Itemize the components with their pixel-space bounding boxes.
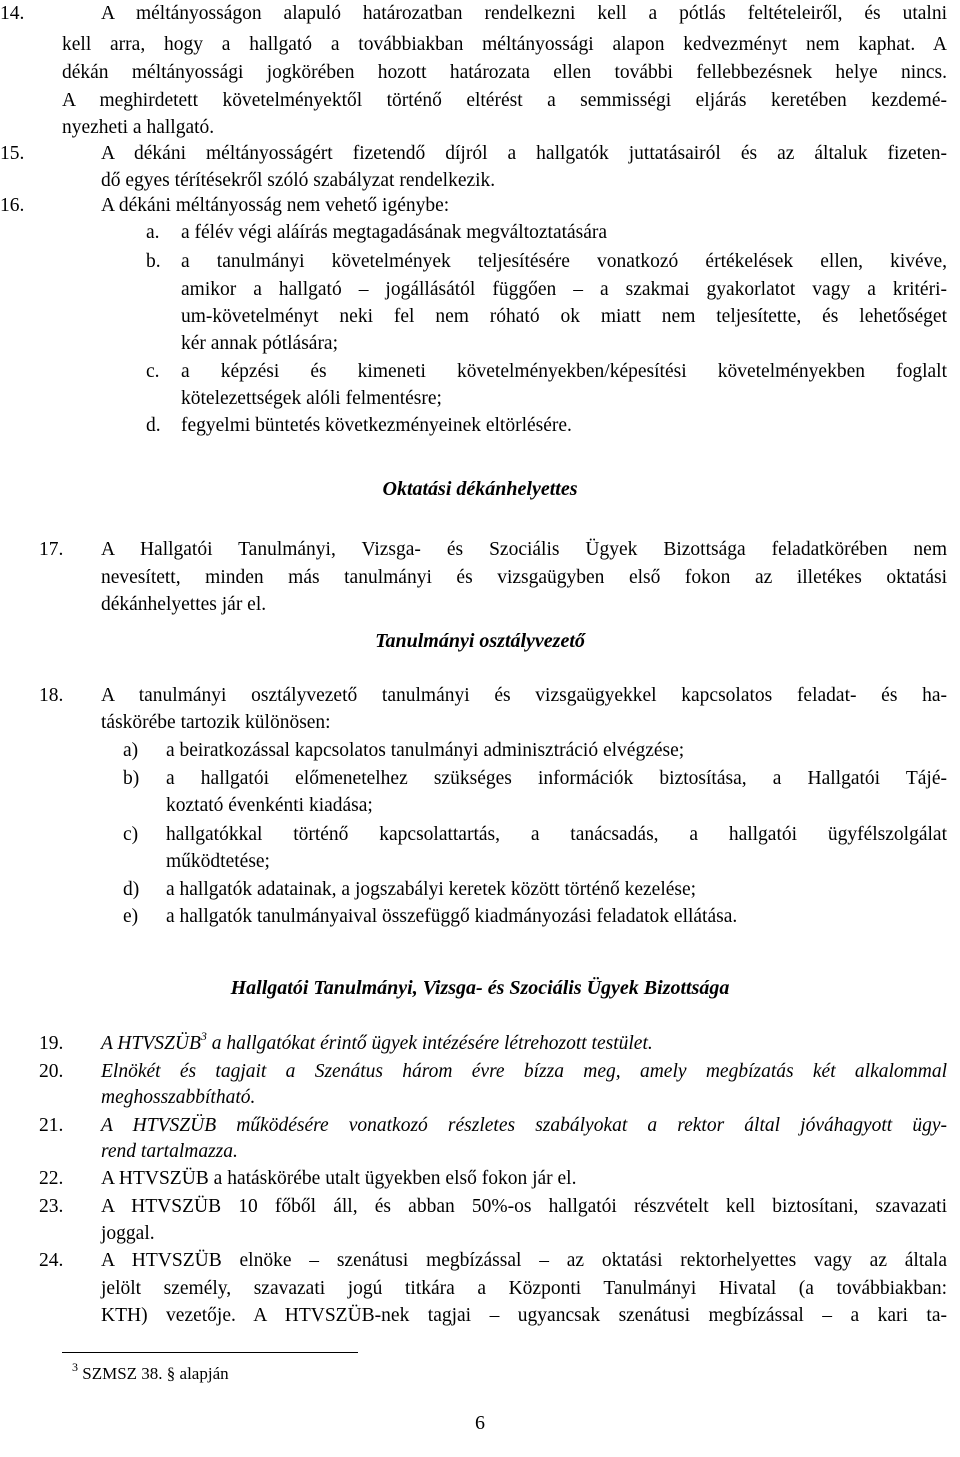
item-number: 14. [0, 3, 25, 24]
text-line: amikor a hallgató – jogállásától függően – a szakmai gyakorlatot vagy a kritéri- [181, 279, 947, 300]
sub-letter: a) [123, 740, 139, 761]
sub-letter: e) [123, 906, 139, 927]
item-number: 16. [0, 195, 25, 216]
item-number: 17. [39, 539, 64, 560]
text-line: hallgatókkal történő kapcsolattartás, a tanácsadás, a hallgatói ügyfélszolgálat [166, 824, 947, 845]
text-line: Elnökét és tagjait a Szenátus három évre bízza meg, amely megbízatás két alkalommal [101, 1061, 947, 1082]
footnote-mark: 3 [72, 1360, 78, 1374]
text-line: a félév végi aláírás megtagadásának megváltoztatására [181, 222, 608, 243]
footnote [72, 1360, 229, 1384]
text-fragment: A HTVSZÜB [101, 1033, 201, 1054]
text-line: dő egyes térítésekről szóló szabályzat rendelkezik. [101, 170, 496, 191]
text-line: a beiratkozással kapcsolatos tanulmányi adminisztráció elvégzése; [166, 740, 685, 761]
text-line: koztató évenkénti kiadása; [166, 795, 373, 816]
page-number: 6 [475, 1412, 485, 1434]
text-line: kötelezettségek alóli felmentésre; [181, 388, 442, 409]
text-line: A HTVSZÜB működésére vonatkozó részletes szabályokat a rektor által jóváhagyott ügy- [101, 1115, 947, 1136]
sub-letter: d. [146, 415, 161, 436]
text-line: joggal. [101, 1223, 155, 1244]
text-line: a hallgatók tanulmányaival összefüggő kiadmányozási feladatok ellátása. [166, 906, 738, 927]
item-number: 21. [39, 1115, 64, 1136]
item-number: 24. [39, 1250, 64, 1271]
text-line: A HTVSZÜB elnöke – szenátusi megbízással – az oktatási rektorhelyettes vagy az általa [101, 1250, 947, 1271]
sub-letter: c. [146, 361, 160, 382]
text-line: meghosszabbítható. [101, 1087, 256, 1108]
sub-letter: a. [146, 222, 160, 243]
text-line: KTH) vezetője. A HTVSZÜB-nek tagjai – ugyancsak szenátusi megbízással – a kari ta- [101, 1305, 947, 1326]
section-heading-osztalyvezeto: Tanulmányi osztályvezető [375, 630, 585, 652]
text-line: A méltányosságon alapuló határozatban rendelkezni kell a pótlás feltételeiről, és utalni [101, 3, 947, 24]
text-line: a tanulmányi követelmények teljesítésére vonatkozó értékelések ellen, kivéve, [181, 251, 947, 272]
text-line: kér annak pótlására; [181, 333, 339, 354]
section-heading-oktatasi: Oktatási dékánhelyettes [382, 478, 578, 500]
item-number: 15. [0, 143, 25, 164]
text-line: nevesített, minden más tanulmányi és vizsgaügyben első fokon az illetékes oktatási [101, 567, 947, 588]
text-line: A meghirdetett követelményektől történő eltérést a semmisségi eljárás keretében kezdemé- [62, 90, 947, 111]
item-number: 23. [39, 1196, 64, 1217]
text-line [101, 1029, 653, 1055]
text-line: A tanulmányi osztályvezető tanulmányi és vizsgaügyekkel kapcsolatos feladat- és ha- [101, 685, 947, 706]
footnote-text: SZMSZ 38. § alapján [82, 1364, 229, 1383]
item-number: 18. [39, 685, 64, 706]
text-fragment: a hallgatókat érintő ügyek intézésére létrehozott testület. [206, 1033, 653, 1054]
sub-letter: b) [123, 768, 140, 789]
text-line: fegyelmi büntetés következményeinek eltörlésére. [181, 415, 572, 436]
text-line: nyezheti a hallgató. [62, 117, 215, 138]
text-line: A dékáni méltányosságért fizetendő díjról a hallgatók juttatásairól és az általuk fizeten- [101, 143, 947, 164]
text-line: rend tartalmazza. [101, 1141, 238, 1162]
section-heading-htvszub: Hallgatói Tanulmányi, Vizsga- és Szociális Ügyek Bizottsága [230, 977, 730, 999]
item-number: 19. [39, 1033, 64, 1054]
sub-letter: b. [146, 251, 161, 272]
text-line: A Hallgatói Tanulmányi, Vizsga- és Szociális Ügyek Bizottsága feladatkörében nem [101, 539, 947, 560]
text-line: A HTVSZÜB 10 főből áll, és abban 50%-os hallgatói részvételt kell biztosítani, szavazati [101, 1196, 947, 1217]
text-line: jelölt személy, szavazati jogú titkára a Központi Tanulmányi Hivatal (a továbbiakban: [101, 1278, 947, 1299]
text-line: A HTVSZÜB a hatáskörébe utalt ügyekben első fokon jár el. [101, 1168, 577, 1189]
sub-letter: d) [123, 879, 140, 900]
text-line: táskörébe tartozik különösen: [101, 712, 331, 733]
text-line: a hallgatók adatainak, a jogszabályi keretek között történő kezelése; [166, 879, 697, 900]
text-line: kell arra, hogy a hallgató a továbbiakban méltányossági alapon kedvezményt nem kaphat. A [62, 34, 947, 55]
sub-letter: c) [123, 824, 139, 845]
text-line: a képzési és kimeneti követelményekben/képesítési követelményekben foglalt [181, 361, 947, 382]
text-line: A dékáni méltányosság nem vehető igénybe: [101, 195, 450, 216]
text-line: működtetése; [166, 851, 270, 872]
text-line: dékánhelyettes jár el. [101, 594, 267, 615]
item-number: 20. [39, 1061, 64, 1082]
text-line: dékán méltányossági jogkörében hozott határozata ellen további fellebbezésnek helye nincs. [62, 62, 947, 83]
text-line: um-követelményt neki fel nem róható ok miatt nem teljesítette, és lehetőséget [181, 306, 947, 327]
footnote-ref: 3 [200, 1029, 207, 1043]
text-line: a hallgatói előmenetelhez szükséges információk biztosítása, a Hallgatói Tájé- [166, 768, 947, 789]
footnote-separator [62, 1352, 358, 1353]
item-number: 22. [39, 1168, 64, 1189]
